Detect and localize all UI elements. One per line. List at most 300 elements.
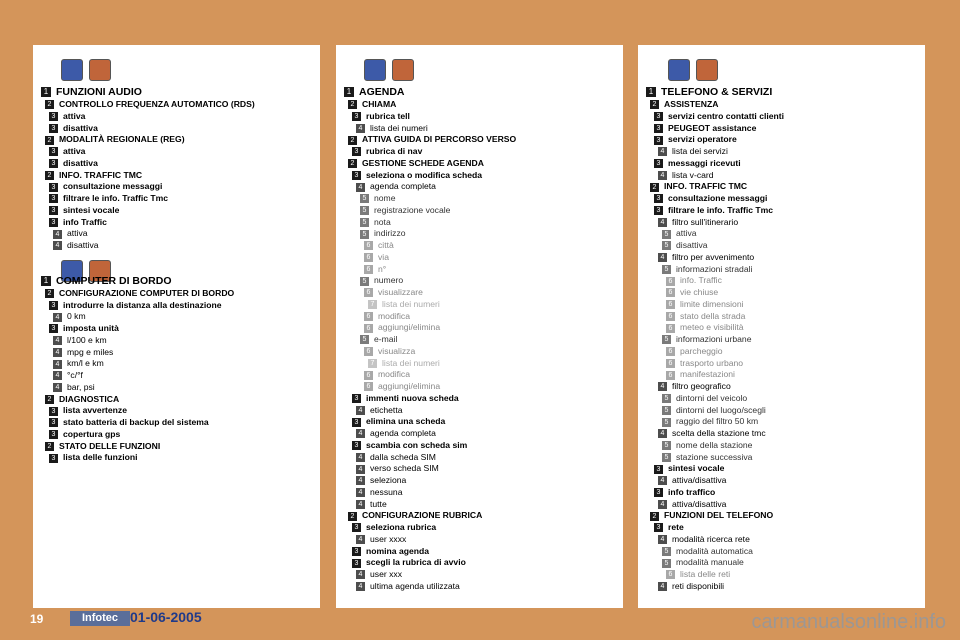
level-badge: 4	[53, 360, 62, 369]
level-badge: 6	[666, 570, 675, 579]
menu-item-label: info Traffic	[63, 216, 107, 227]
menu-item-label: n°	[378, 263, 387, 274]
level-badge: 5	[662, 559, 671, 568]
level-badge: 7	[368, 359, 377, 368]
level-badge: 4	[658, 476, 667, 485]
menu-item-level-2	[336, 158, 623, 170]
menu-item-label: MODALITÀ REGIONALE (REG)	[59, 134, 185, 145]
level-badge: 3	[654, 124, 663, 133]
level-badge: 5	[360, 335, 369, 344]
menu-item-label: modalità manuale	[676, 557, 744, 568]
level-badge: 2	[45, 171, 54, 180]
menu-item-label: informazioni urbane	[676, 334, 752, 344]
level-badge: 4	[658, 171, 667, 180]
menu-item-label: seleziona o modifica scheda	[366, 169, 483, 180]
menu-item-level-4	[33, 370, 320, 382]
level-badge: 4	[658, 147, 667, 156]
menu-item-label: filtro sull'itinerario	[672, 216, 739, 227]
menu-item-label: elimina una scheda	[366, 416, 446, 427]
level-badge: 6	[364, 253, 373, 262]
menu-item-level-6	[638, 569, 925, 581]
menu-item-label: km/l e km	[67, 358, 104, 369]
level-badge: 5	[360, 206, 369, 215]
menu-item-label: reti disponibili	[672, 580, 725, 591]
level-badge: 2	[45, 136, 54, 145]
menu-item-level-2	[336, 134, 623, 146]
level-badge: 2	[348, 136, 357, 145]
level-badge: 5	[360, 277, 369, 286]
menu-item-level-4	[33, 382, 320, 394]
menu-item-level-3	[638, 193, 925, 205]
menu-item-level-6	[638, 358, 925, 370]
menu-item-label: CHIAMA	[362, 99, 397, 109]
menu-item-label: °c/°f	[67, 370, 83, 380]
menu-item-label: stato della strada	[680, 310, 746, 321]
menu-item-level-4	[638, 146, 925, 158]
level-badge: 6	[364, 347, 373, 356]
menu-item-level-2	[33, 394, 320, 406]
menu-item-level-6	[638, 369, 925, 381]
level-badge: 4	[356, 453, 365, 462]
menu-item-level-3	[33, 405, 320, 417]
menu-item-label: 0 km	[67, 311, 86, 322]
menu-item-level-4	[336, 569, 623, 581]
menu-item-level-4	[336, 452, 623, 464]
menu-item-level-6	[336, 252, 623, 264]
menu-item-level-6	[336, 311, 623, 323]
menu-item-level-2	[33, 170, 320, 182]
level-badge: 2	[348, 512, 357, 521]
level-badge: 5	[662, 418, 671, 427]
menu-item-label: nome della stazione	[676, 439, 753, 450]
level-badge: 4	[356, 429, 365, 438]
level-badge: 3	[49, 112, 58, 121]
menu-item-label: dintorni del veicolo	[676, 392, 748, 403]
level-badge: 3	[352, 559, 361, 568]
menu-item-label: rubrica tell	[366, 110, 410, 121]
menu-item-level-4	[336, 499, 623, 511]
level-badge: 3	[654, 159, 663, 168]
menu-item-level-5	[336, 275, 623, 287]
menu-item-label: attiva/disattiva	[672, 498, 727, 509]
level-badge: 4	[356, 183, 365, 192]
level-badge: 4	[658, 429, 667, 438]
menu-item-level-3	[33, 217, 320, 229]
menu-item-label: attiva	[63, 110, 86, 121]
level-badge: 2	[348, 100, 357, 109]
menu-item-label: informazioni stradali	[676, 263, 753, 274]
level-badge: 6	[666, 324, 675, 333]
phone-handset-icon	[696, 59, 718, 81]
level-badge: 4	[356, 500, 365, 509]
level-badge: 3	[654, 194, 663, 203]
level-badge: 3	[654, 523, 663, 532]
menu-item-label: modalità automatica	[676, 545, 753, 556]
menu-item-level-2	[33, 134, 320, 146]
menu-item-level-7	[336, 358, 623, 370]
menu-item-level-3	[336, 416, 623, 428]
level-badge: 2	[348, 159, 357, 168]
menu-item-label: nota	[374, 216, 391, 227]
menu-item-level-4	[33, 240, 320, 252]
menu-item-level-4	[638, 170, 925, 182]
menu-item-label: lista avvertenze	[63, 405, 128, 416]
level-badge: 3	[352, 171, 361, 180]
menu-item-label: filtrare le info. Traffic Tmc	[63, 193, 169, 203]
menu-item-label: servizi operatore	[668, 134, 737, 145]
menu-item-level-1	[33, 274, 320, 288]
infotec-logo: Infotec	[70, 611, 130, 626]
menu-item-label: disattiva	[63, 157, 98, 168]
menu-item-level-3	[33, 111, 320, 123]
menu-item-level-1	[638, 85, 925, 99]
menu-item-label: filtro geografico	[672, 381, 731, 391]
menu-item-label: user xxxx	[370, 533, 407, 544]
menu-item-level-4	[638, 381, 925, 393]
level-badge: 3	[352, 441, 361, 450]
menu-item-level-3	[638, 463, 925, 475]
menu-item-label: FUNZIONI AUDIO	[56, 86, 142, 98]
menu-item-label: agenda completa	[370, 181, 436, 192]
menu-item-label: disattiva	[63, 122, 98, 133]
menu-item-level-3	[336, 393, 623, 405]
menu-item-label: visualizzare	[378, 287, 423, 297]
level-badge: 3	[49, 194, 58, 203]
level-badge: 6	[666, 312, 675, 321]
menu-item-label: registrazione vocale	[374, 204, 451, 215]
menu-item-label: AGENDA	[359, 86, 405, 98]
menu-item-level-4	[638, 581, 925, 593]
menu-item-level-4	[33, 358, 320, 370]
level-badge: 3	[654, 465, 663, 474]
menu-item-level-5	[638, 557, 925, 569]
menu-item-label: attiva	[63, 146, 86, 156]
level-badge: 3	[49, 418, 58, 427]
level-badge: 4	[356, 476, 365, 485]
menu-item-label: seleziona	[370, 475, 407, 485]
level-badge: 1	[344, 87, 354, 97]
menu-item-label: stazione successiva	[676, 451, 753, 462]
menu-item-label: l/100 e km	[67, 334, 107, 345]
menu-item-level-5	[638, 264, 925, 276]
menu-item-level-3	[33, 193, 320, 205]
level-badge: 3	[49, 324, 58, 333]
level-badge: 5	[662, 241, 671, 250]
level-badge: 4	[53, 230, 62, 239]
level-badge: 5	[662, 335, 671, 344]
level-badge: 3	[49, 407, 58, 416]
menu-item-label: vie chiuse	[680, 287, 719, 297]
menu-list	[638, 85, 925, 593]
menu-item-label: stato batteria di backup del sistema	[63, 417, 209, 427]
level-badge: 6	[666, 371, 675, 380]
menu-item-label: raggio del filtro 50 km	[676, 416, 759, 427]
menu-item-level-4	[638, 428, 925, 440]
menu-item-label: etichetta	[370, 404, 403, 415]
menu-item-label: dalla scheda SIM	[370, 451, 436, 462]
level-badge: 4	[356, 570, 365, 579]
level-badge: 4	[53, 241, 62, 250]
menu-item-label: CONFIGURAZIONE COMPUTER DI BORDO	[59, 287, 235, 298]
phone-icon	[668, 59, 690, 81]
level-badge: 6	[364, 265, 373, 274]
menu-item-label: info. Traffic	[680, 275, 722, 286]
menu-item-level-5	[638, 228, 925, 240]
menu-item-label: INFO. TRAFFIC TMC	[59, 169, 143, 180]
menu-item-level-3	[336, 170, 623, 182]
level-badge: 3	[49, 147, 58, 156]
menu-item-level-3	[336, 440, 623, 452]
menu-item-label: immenti nuova scheda	[366, 392, 459, 403]
menu-item-label: nome	[374, 193, 396, 203]
level-badge: 3	[49, 159, 58, 168]
menu-item-label: scegli la rubrica di avvio	[366, 557, 466, 568]
level-badge: 2	[45, 100, 54, 109]
menu-item-level-7	[336, 299, 623, 311]
menu-item-label: lista v-card	[672, 169, 714, 180]
level-badge: 6	[364, 241, 373, 250]
menu-item-level-3	[336, 522, 623, 534]
watermark: carmanualsonline.info	[751, 611, 946, 633]
level-badge: 3	[654, 112, 663, 121]
level-badge: 2	[45, 442, 54, 451]
audio-settings-icon	[89, 59, 111, 81]
menu-item-level-4	[336, 534, 623, 546]
menu-item-level-3	[336, 146, 623, 158]
menu-item-level-3	[33, 429, 320, 441]
menu-item-level-4	[638, 534, 925, 546]
menu-item-level-4	[638, 475, 925, 487]
menu-item-level-6	[336, 322, 623, 334]
menu-item-level-3	[33, 452, 320, 464]
menu-item-label: lista dei servizi	[672, 146, 728, 156]
menu-item-level-4	[33, 335, 320, 347]
level-badge: 5	[662, 441, 671, 450]
menu-item-label: GESTIONE SCHEDE AGENDA	[362, 157, 484, 168]
menu-item-level-3	[638, 123, 925, 135]
menu-item-label: manifestazioni	[680, 369, 735, 380]
menu-item-level-4	[336, 405, 623, 417]
menu-item-label: agenda completa	[370, 428, 436, 438]
menu-item-label: ASSISTENZA	[664, 99, 719, 109]
menu-item-level-6	[336, 369, 623, 381]
menu-item-label: visualizza	[378, 345, 416, 356]
menu-item-level-2	[33, 288, 320, 300]
menu-item-label: FUNZIONI DEL TELEFONO	[664, 510, 774, 521]
menu-item-label: verso scheda SIM	[370, 463, 439, 474]
menu-item-label: bar, psi	[67, 381, 95, 392]
agenda-icons	[364, 59, 414, 81]
level-badge: 3	[352, 394, 361, 403]
menu-item-label: meteo e visibilità	[680, 322, 744, 333]
menu-item-label: introdurre la distanza alla destinazione	[63, 299, 222, 310]
menu-item-label: consultazione messaggi	[668, 193, 768, 203]
level-badge: 5	[662, 406, 671, 415]
menu-item-label: tutte	[370, 498, 387, 509]
menu-item-label: indirizzo	[374, 228, 406, 239]
level-badge: 6	[364, 312, 373, 321]
menu-item-level-2	[336, 510, 623, 522]
level-badge: 4	[53, 371, 62, 380]
menu-item-label: sintesi vocale	[668, 463, 725, 474]
menu-item-level-5	[638, 546, 925, 558]
level-badge: 3	[49, 301, 58, 310]
menu-item-level-4	[33, 228, 320, 240]
level-badge: 7	[368, 300, 377, 309]
menu-item-level-6	[638, 311, 925, 323]
menu-item-level-3	[336, 557, 623, 569]
menu-item-level-4	[336, 487, 623, 499]
menu-item-level-3	[33, 158, 320, 170]
menu-item-level-6	[638, 275, 925, 287]
panel-telefono	[638, 45, 925, 608]
menu-item-level-5	[638, 334, 925, 346]
audio-icons	[61, 59, 111, 81]
menu-item-level-5	[336, 228, 623, 240]
level-badge: 3	[654, 488, 663, 497]
menu-item-level-4	[336, 181, 623, 193]
menu-item-level-5	[336, 334, 623, 346]
menu-item-level-5	[336, 217, 623, 229]
menu-item-level-6	[336, 381, 623, 393]
menu-item-label: nessuna	[370, 486, 403, 497]
level-badge: 1	[41, 276, 51, 286]
level-badge: 4	[658, 253, 667, 262]
menu-item-label: rubrica di nav	[366, 146, 423, 156]
menu-item-label: modifica	[378, 310, 410, 321]
menu-item-label: aggiungi/elimina	[378, 381, 441, 391]
menu-item-label: parcheggio	[680, 345, 723, 356]
level-badge: 1	[646, 87, 656, 97]
menu-item-label: STATO DELLE FUNZIONI	[59, 440, 161, 451]
level-badge: 5	[360, 194, 369, 203]
menu-item-label: filtro per avvenimento	[672, 251, 755, 262]
level-badge: 3	[654, 206, 663, 215]
menu-item-label: CONTROLLO FREQUENZA AUTOMATICO (RDS)	[59, 99, 255, 109]
menu-item-label: e-mail	[374, 334, 398, 344]
menu-item-label: filtrare le info. Traffic Tmc	[668, 204, 774, 215]
menu-item-label: numero	[374, 275, 404, 286]
level-badge: 3	[352, 523, 361, 532]
menu-item-label: servizi centro contatti clienti	[668, 110, 785, 121]
menu-list	[336, 85, 623, 593]
level-badge: 4	[356, 535, 365, 544]
menu-item-level-5	[638, 416, 925, 428]
level-badge: 2	[650, 512, 659, 521]
level-badge: 5	[662, 394, 671, 403]
menu-item-level-3	[638, 158, 925, 170]
menu-item-label: lista dei numeri	[382, 298, 440, 309]
edition-date: 01-06-2005	[130, 609, 202, 625]
menu-item-level-6	[638, 346, 925, 358]
level-badge: 5	[662, 547, 671, 556]
menu-item-label: imposta unità	[63, 323, 119, 333]
menu-item-level-2	[33, 441, 320, 453]
level-badge: 4	[658, 218, 667, 227]
level-badge: 6	[666, 277, 675, 286]
menu-item-level-4	[33, 347, 320, 359]
level-badge: 6	[364, 288, 373, 297]
level-badge: 4	[356, 124, 365, 133]
menu-item-level-5	[638, 393, 925, 405]
menu-item-label: città	[378, 240, 394, 250]
menu-item-level-5	[638, 405, 925, 417]
menu-item-level-1	[33, 85, 320, 99]
level-badge: 4	[356, 465, 365, 474]
panel-audio-computer	[33, 45, 320, 608]
menu-item-level-2	[638, 99, 925, 111]
menu-item-label: info traffico	[668, 486, 716, 497]
level-badge: 2	[45, 395, 54, 404]
menu-item-label: mpg e miles	[67, 346, 114, 357]
menu-item-level-3	[638, 111, 925, 123]
notebook-icon	[392, 59, 414, 81]
menu-item-level-6	[638, 287, 925, 299]
menu-item-label: attiva/disattiva	[672, 475, 727, 485]
menu-item-label: modalità ricerca rete	[672, 533, 750, 544]
level-badge: 3	[49, 430, 58, 439]
menu-item-label: lista delle funzioni	[63, 452, 138, 463]
menu-item-label: limite dimensioni	[680, 298, 744, 309]
level-badge: 2	[650, 183, 659, 192]
menu-item-level-6	[336, 287, 623, 299]
menu-item-level-4	[638, 499, 925, 511]
menu-item-label: INFO. TRAFFIC TMC	[664, 181, 748, 192]
menu-item-level-3	[33, 123, 320, 135]
level-badge: 5	[662, 230, 671, 239]
menu-item-level-6	[638, 299, 925, 311]
menu-item-level-3	[638, 487, 925, 499]
level-badge: 4	[658, 582, 667, 591]
menu-item-label: consultazione messaggi	[63, 181, 163, 192]
panel-agenda	[336, 45, 623, 608]
level-badge: 1	[41, 87, 51, 97]
telefono-icons	[668, 59, 718, 81]
footer	[0, 608, 400, 636]
menu-item-label: nomina agenda	[366, 545, 430, 556]
level-badge: 5	[662, 265, 671, 274]
menu-item-level-6	[336, 346, 623, 358]
level-badge: 4	[356, 406, 365, 415]
menu-item-label: scambia con scheda sim	[366, 439, 468, 450]
level-badge: 3	[49, 206, 58, 215]
level-badge: 3	[654, 136, 663, 145]
menu-item-level-5	[336, 193, 623, 205]
level-badge: 6	[666, 288, 675, 297]
menu-item-label: disattiva	[67, 240, 99, 250]
page-number: 19	[30, 612, 44, 626]
menu-item-label: via	[378, 251, 389, 262]
menu-item-level-4	[33, 311, 320, 323]
menu-list	[33, 85, 320, 464]
level-badge: 6	[364, 382, 373, 391]
menu-item-label: trasporto urbano	[680, 357, 744, 368]
menu-item-level-4	[638, 252, 925, 264]
level-badge: 6	[364, 324, 373, 333]
level-badge: 4	[53, 348, 62, 357]
level-badge: 6	[666, 359, 675, 368]
menu-item-level-3	[638, 205, 925, 217]
menu-item-level-5	[336, 205, 623, 217]
menu-item-label: scelta della stazione tmc	[672, 428, 766, 438]
menu-item-label: aggiungi/elimina	[378, 322, 441, 333]
menu-item-level-3	[33, 181, 320, 193]
menu-item-label: copertura gps	[63, 428, 121, 439]
level-badge: 2	[650, 100, 659, 109]
menu-item-label: DIAGNOSTICA	[59, 393, 120, 404]
menu-item-label: CONFIGURAZIONE RUBRICA	[362, 510, 483, 521]
level-badge: 3	[49, 183, 58, 192]
